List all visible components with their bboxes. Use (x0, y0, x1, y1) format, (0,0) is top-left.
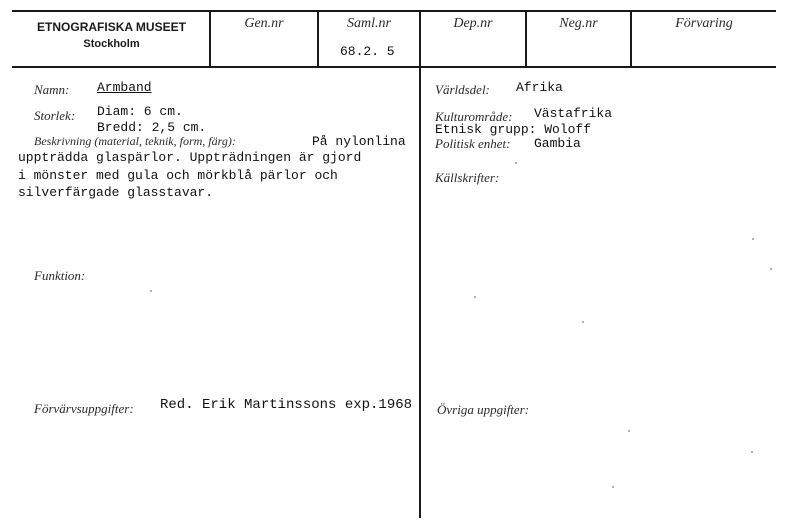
scan-speck (628, 430, 630, 432)
museum-city: Stockholm (83, 38, 140, 50)
storlek-bredd: Bredd: 2,5 cm. (97, 120, 207, 135)
scan-speck (770, 268, 772, 270)
saml-nr-value: 68.2. 5 (340, 44, 395, 59)
scan-speck (150, 290, 152, 292)
varldsdel-value: Afrika (516, 80, 563, 95)
museum-name: ETNOGRAFISKA MUSEET (37, 20, 186, 34)
namn-label: Namn: (34, 82, 70, 97)
varldsdel-label: Världsdel: (435, 82, 490, 97)
namn-value: Armband (97, 80, 152, 95)
scan-speck (515, 162, 517, 164)
kulturomrade-label: Kulturområde: (435, 109, 513, 124)
etnisk-grupp: Etnisk grupp: Woloff (435, 122, 592, 137)
scan-speck (612, 486, 614, 488)
scan-speck (474, 296, 476, 298)
body-center-divider (419, 66, 421, 518)
scan-speck (752, 238, 754, 240)
header-neg-nr: Neg.nr (559, 16, 598, 31)
scan-speck (582, 321, 584, 323)
storlek-diam: Diam: 6 cm. (97, 104, 183, 119)
forvarv-label: Förvärvsuppgifter: (34, 401, 134, 416)
header-gen-nr: Gen.nr (244, 16, 284, 31)
header-dep-nr: Dep.nr (453, 16, 493, 31)
storlek-label: Storlek: (34, 108, 76, 123)
forvarv-value: Red. Erik Martinssons exp.1968 (160, 397, 413, 413)
ovriga-uppgifter-label: Övriga uppgifter: (437, 402, 530, 417)
kallskrifter-label: Källskrifter: (435, 170, 500, 185)
kulturomrade-value: Västafrika (534, 106, 613, 121)
header-bottom-border (12, 66, 776, 68)
funktion-label: Funktion: (34, 268, 86, 283)
scan-speck (751, 451, 753, 453)
politisk-enhet-value: Gambia (534, 136, 581, 151)
beskrivning-line-2: uppträdda glaspärlor. Uppträdningen är gjord (18, 150, 362, 165)
beskrivning-first-line: På nylonlina (312, 134, 406, 149)
beskrivning-line-4: silverfärgade glasstavar. (18, 185, 214, 200)
beskrivning-line-3: i mönster med gula och mörkblå pärlor och (18, 168, 338, 183)
header-saml-nr: Saml.nr (347, 16, 391, 31)
beskrivning-label: Beskrivning (material, teknik, form, färg): (34, 134, 236, 148)
header-top-border (12, 10, 776, 12)
politisk-enhet-label: Politisk enhet: (435, 136, 511, 151)
header-forvaring: Förvaring (675, 16, 733, 31)
